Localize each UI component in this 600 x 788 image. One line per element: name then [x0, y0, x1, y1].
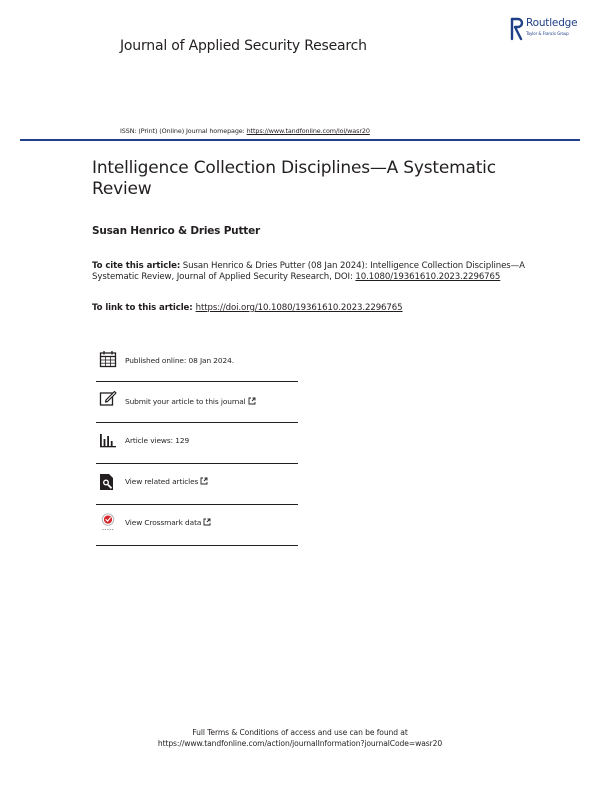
issn-line: [120, 127, 370, 135]
header-divider: [20, 139, 580, 141]
related-articles-link[interactable]: [125, 477, 208, 486]
routledge-logo-icon: [510, 17, 524, 41]
footer: [100, 727, 500, 749]
publisher-logo: [510, 17, 590, 43]
publisher-name: Routledge: [526, 17, 578, 29]
cite-doi-link[interactable]: 10.1080/19361610.2023.2296765: [355, 272, 501, 282]
row-divider: [96, 545, 298, 546]
related-articles-label: View related articles: [125, 477, 199, 486]
crossmark-label: View Crossmark data: [125, 518, 202, 527]
journal-title: Journal of Applied Security Research: [120, 38, 367, 54]
article-link-block: [92, 303, 532, 313]
submit-article-label: Submit your article to this journal: [125, 397, 246, 406]
submit-article-link[interactable]: [125, 397, 256, 406]
link-label: To link to this article:: [92, 303, 193, 313]
row-divider: [96, 422, 298, 423]
bar-chart-icon: [99, 431, 117, 449]
footer-terms-text: Full Terms & Conditions of access and use can be found at: [192, 728, 408, 737]
published-date-text: Published online: 08 Jan 2024.: [125, 356, 234, 365]
citation-block: [92, 261, 532, 283]
publisher-tagline: Taylor & Francis Group: [526, 31, 569, 36]
article-title: Intelligence Collection Disciplines—A Systematic Review: [92, 158, 496, 199]
article-authors: Susan Henrico & Dries Putter: [92, 225, 260, 237]
issn-text: ISSN: (Print) (Online) Journal homepage:: [120, 127, 247, 135]
edit-icon: [99, 389, 117, 407]
article-doi-link[interactable]: https://doi.org/10.1080/19361610.2023.2296765: [195, 303, 403, 313]
crossmark-link[interactable]: [125, 518, 211, 527]
external-link-icon: [248, 397, 256, 405]
submit-row[interactable]: [96, 383, 298, 423]
journal-homepage-link[interactable]: https://www.tandfonline.com/loi/wasr20: [246, 127, 370, 135]
calendar-icon: [99, 350, 117, 368]
footer-terms-link[interactable]: https://www.tandfonline.com/action/journalInformation?journalCode=wasr20: [157, 739, 443, 748]
cite-text: Susan Henrico & Dries Putter (08 Jan 2024): Intelligence Collection Disciplines—A Systematic Review, Journal of Applied Security Research, DOI:: [92, 261, 525, 282]
search-document-icon: [99, 473, 117, 491]
cite-label: To cite this article:: [92, 261, 181, 271]
crossmark-row[interactable]: [96, 506, 298, 546]
external-link-icon: [200, 477, 208, 485]
external-link-icon: [203, 518, 211, 526]
row-divider: [96, 381, 298, 382]
row-divider: [96, 463, 298, 464]
row-divider: [96, 504, 298, 505]
related-row[interactable]: [96, 465, 298, 505]
views-row: [96, 424, 298, 464]
crossmark-icon: [99, 513, 117, 531]
article-views-text: Article views: 129: [125, 436, 190, 445]
published-row: [96, 342, 298, 382]
